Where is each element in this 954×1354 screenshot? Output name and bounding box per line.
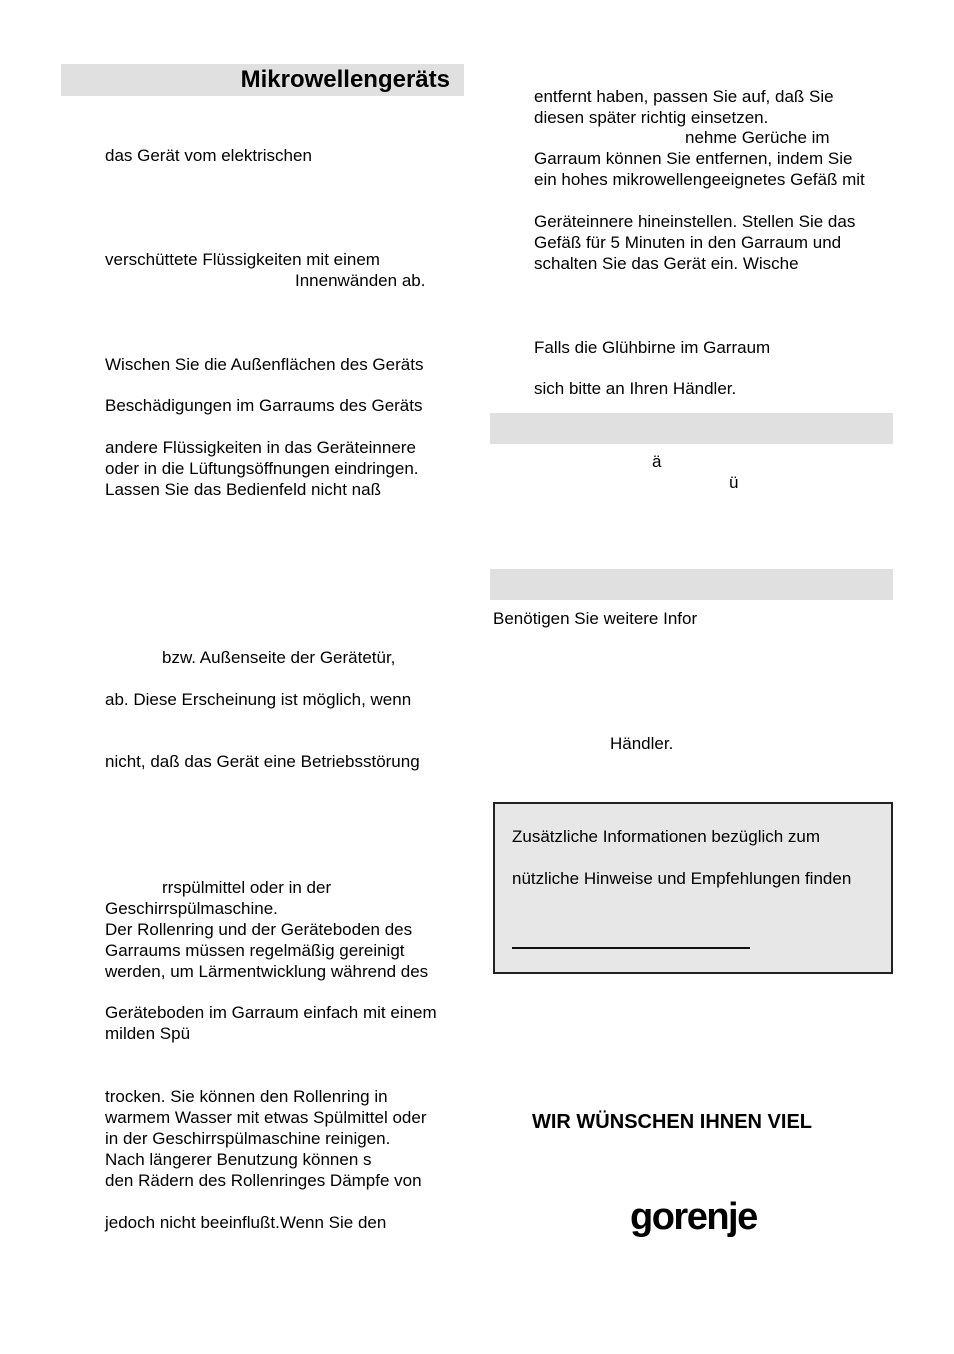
- right-text-line: ä: [652, 452, 662, 471]
- info-box-line: nützliche Hinweise und Empfehlungen finden: [512, 869, 852, 888]
- right-text-line: ein hohes mikrowellengeeignetes Gefäß mit: [534, 170, 865, 189]
- section-header-bar: [490, 569, 893, 600]
- left-text-line: milden Spü: [105, 1024, 191, 1043]
- section-header-bar: [490, 413, 893, 444]
- left-text-line: trocken. Sie können den Rollenring in: [105, 1087, 388, 1106]
- right-text-line: sich bitte an Ihren Händler.: [534, 379, 737, 398]
- left-text-line: werden, um Lärmentwicklung während des: [105, 962, 429, 981]
- left-text-line: das Gerät vom elektrischen: [105, 146, 312, 165]
- left-text-line: oder in die Lüftungsöffnungen eindringen.: [105, 459, 419, 478]
- underline-divider: [512, 947, 750, 949]
- right-text-line: Händler.: [610, 734, 674, 753]
- left-text-line: nicht, daß das Gerät eine Betriebsstörung: [105, 752, 420, 771]
- left-text-line: Nach längerer Benutzung können s: [105, 1150, 372, 1169]
- page-title: Mikrowellengeräts: [240, 66, 450, 93]
- closing-text: WIR WÜNSCHEN IHNEN VIEL: [532, 1111, 812, 1133]
- info-box: [493, 802, 893, 974]
- left-text-line: den Rädern des Rollenringes Dämpfe von: [105, 1171, 422, 1190]
- right-text-line: entfernt haben, passen Sie auf, daß Sie: [534, 87, 834, 106]
- section-header-bar: [61, 64, 464, 96]
- left-text-line: verschüttete Flüssigkeiten mit einem: [105, 250, 380, 269]
- right-text-line: Gefäß für 5 Minuten in den Garraum und: [534, 233, 842, 252]
- right-text-line: diesen später richtig einsetzen.: [534, 108, 769, 127]
- left-text-line: Geräteboden im Garraum einfach mit einem: [105, 1003, 437, 1022]
- right-text-line: ü: [729, 473, 739, 492]
- left-text-line: Lassen Sie das Bedienfeld nicht naß: [105, 480, 381, 499]
- left-text-line: Geschirrspülmaschine.: [105, 899, 278, 918]
- left-text-line: in der Geschirrspülmaschine reinigen.: [105, 1129, 391, 1148]
- right-text-line: Benötigen Sie weitere Infor: [493, 609, 698, 628]
- left-text-line: jedoch nicht beeinflußt.Wenn Sie den: [105, 1213, 387, 1232]
- right-text-line: Falls die Glühbirne im Garraum: [534, 338, 771, 357]
- left-text-line: Innenwänden ab.: [295, 271, 426, 290]
- gorenje-logo: gorenje: [630, 1196, 757, 1238]
- left-text-line: Beschädigungen im Garraums des Geräts: [105, 396, 423, 415]
- left-text-line: warmem Wasser mit etwas Spülmittel oder: [105, 1108, 427, 1127]
- left-text-line: Wischen Sie die Außenflächen des Geräts: [105, 355, 424, 374]
- right-text-line: Geräteinnere hineinstellen. Stellen Sie das: [534, 212, 856, 231]
- left-text-line: andere Flüssigkeiten in das Geräteinnere: [105, 438, 416, 457]
- right-text-line: Garraum können Sie entfernen, indem Sie: [534, 149, 853, 168]
- left-text-line: Garraums müssen regelmäßig gereinigt: [105, 941, 405, 960]
- left-text-line: ab. Diese Erscheinung ist möglich, wenn: [105, 690, 412, 709]
- left-text-line: rrspülmittel oder in der: [162, 878, 332, 897]
- left-text-line: Der Rollenring und der Geräteboden des: [105, 920, 413, 939]
- left-text-line: bzw. Außenseite der Gerätetür,: [162, 648, 396, 667]
- right-text-line: nehme Gerüche im: [685, 128, 830, 147]
- right-text-line: schalten Sie das Gerät ein. Wische: [534, 254, 799, 273]
- info-box-line: Zusätzliche Informationen bezüglich zum: [512, 827, 821, 846]
